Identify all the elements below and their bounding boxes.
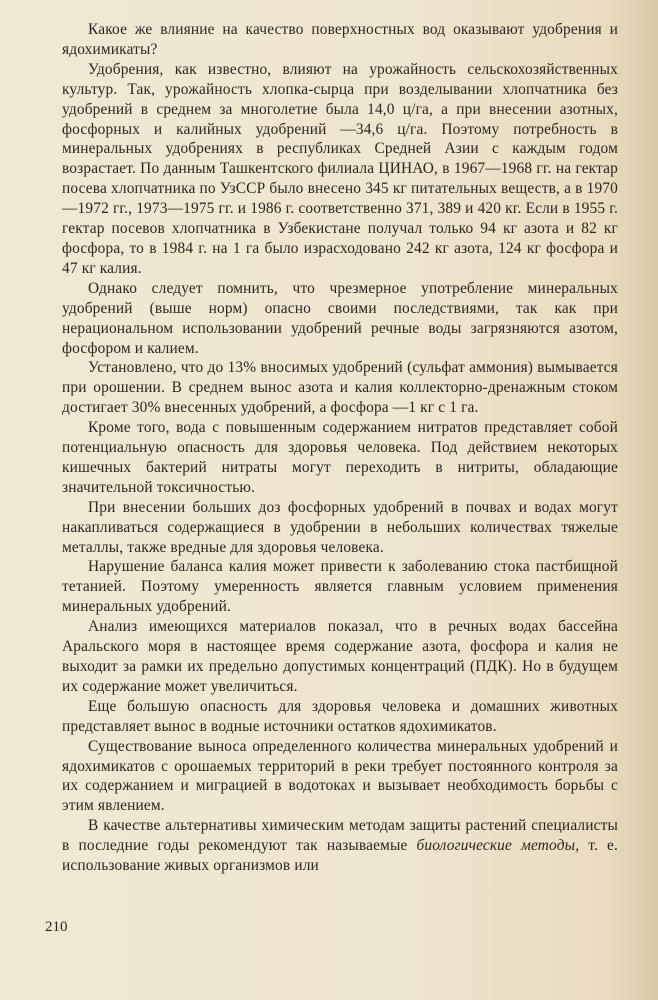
paragraph-biological-methods [62,816,618,876]
paragraph-excess-use: Однако следует помнить, что чрезмерное употребление минеральных удобрений (выше норм) опасно своими последствиями, так как при нерациональном использовании удобрений речные воды загрязняются азотом, фосфором и калием. [62,279,618,357]
paragraph-question: Какое же влияние на качество поверхностных вод оказывают удобрения и ядохимикаты? [62,21,618,58]
paragraph-phosphorus: При внесении больших доз фосфорных удобрений в почвах и водах могут накапливаться содержащиеся в удобрении в небольших количествах тяжелые металлы, также вредные для здоровья человека. [62,498,618,556]
biological-text-before: В качестве альтернативы химическим методам защиты растений специалисты в последние годы рекомендуют так называемые [62,817,618,855]
paragraph-potassium: Нарушение баланса калия может привести к заболеванию стока пастбищной тетанией. Поэтому умеренность является главным условием применения минеральных удобрений. [62,558,618,616]
paragraph-monitoring: Существование выноса определенного количества минеральных удобрений и ядохимикатов с орошаемых территорий в реки требует постоянного контроля за их содержанием и миграцией в водотоках и вызывает необходимость борьбы с этим явлением. [62,737,618,815]
body-text [62,20,618,876]
biological-methods-term: биологические методы, [416,837,580,855]
paragraph-pesticides-danger: Еще большую опасность для здоровья человека и домашних животных представляет вынос в водные источники остатков ядохимикатов. [62,697,618,735]
paragraph-aral-analysis: Анализ имеющихся материалов показал, что в речных водах бассейна Аральского моря в настоящее время содержание азота, фосфора и калия не выходит за рамки их предельно допустимых концентраций (ПДК). Но в будущем их содержание может увеличиться. [62,618,618,695]
paragraph-nitrates: Кроме того, вода с повышенным содержанием нитратов представляет собой потенциальную опасность для здоровья человека. Под действием некоторых кишечных бактерий нитраты могут переходить в нитриты, обладающие значительной токсичностью. [62,419,618,496]
page-number: 210 [45,919,68,935]
paragraph-leaching: Установлено, что до 13% вносимых удобрений (сульфат аммония) вымывается при орошении. В среднем вынос азота и калия коллекторно-дренажным стоком достигает 30% внесенных удобрений, а фосфора —1 кг с 1 га. [62,359,618,417]
paragraph-fertilizers-yield: Удобрения, как известно, влияют на урожайность сельскохозяйственных культур. Так, урожайность хлопка-сырца при возделывании хлопчатника без удобрений в среднем за многолетие была 14,0 ц/га, а при внесении азотных, фосфорных и калийных удобрений —34,6 ц/га. Поэтому потребность в минеральных удобрениях в республиках Средней Азии с каждым годом возрастает. По данным Ташкентского филиала ЦИНАО, в 1967—1968 гг. на гектар посева хлопчатника по УзССР было внесено 345 кг питательных веществ, а в 1970—1972 гг., 1973—1975 гг. и 1986 г. соответственно 371, 389 и 420 кг. Если в 1955 г. гектар посевов хлопчатника в Узбекистане получал только 94 кг азота и 82 кг фосфора, то в 1984 г. на 1 га было израсходовано 242 кг азота, 124 кг фосфора и 47 кг калия. [62,60,618,277]
biological-text-after: т. е. использование живых организмов или [62,837,618,875]
